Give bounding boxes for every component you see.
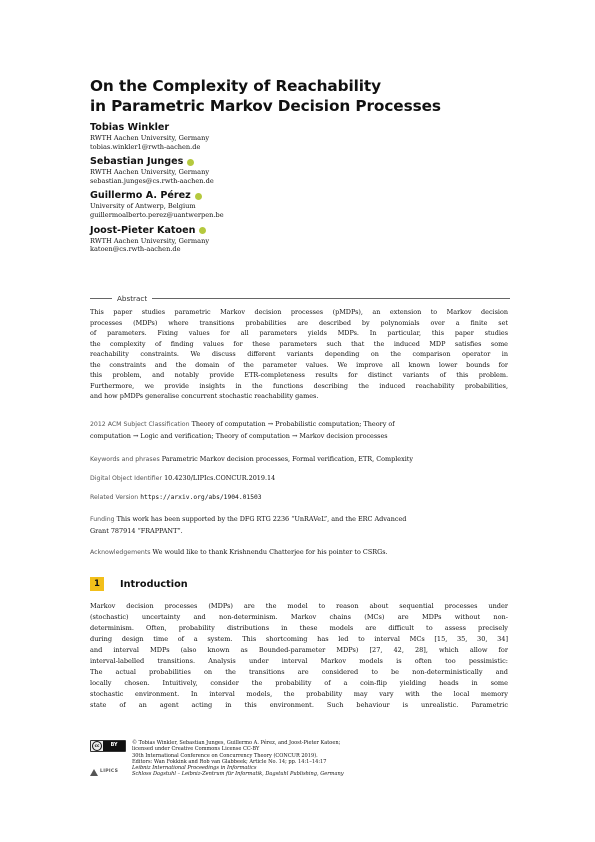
funding-line: This work has been supported by the DFG RTG 2236 “UnRAVeL”, and the ERC Advanced bbox=[116, 515, 407, 523]
acm-label: 2012 ACM Subject Classification bbox=[90, 421, 190, 428]
abstract-line: the complexity of finding values for these parameters such that the induced MDP satisfies some bbox=[90, 339, 508, 348]
intro-line: during design time of a system. This shortcoming has led to interval MCs [15, 35, 30, 34] bbox=[90, 634, 508, 643]
doi-label: Digital Object Identifier bbox=[90, 475, 163, 482]
author-email[interactable]: sebastian.junges@cs.rwth-aachen.de bbox=[90, 176, 214, 185]
paper-title bbox=[90, 76, 510, 116]
abstract-line: This paper studies parametric Markov decision processes (pMDPs), an extension to Markov decision bbox=[90, 308, 508, 316]
funding-line: Grant 787914 “FRAPPANT”. bbox=[90, 526, 183, 535]
ack-label: Acknowledgements bbox=[90, 549, 151, 556]
ack-value: We would like to thank Krishnendu Chatterjee for his pointer to CSRGs. bbox=[152, 548, 388, 556]
abstract-line: Furthermore, we provide insights in the functions describing the induced reachability probabilities, bbox=[90, 381, 508, 390]
related-link[interactable]: https://arxiv.org/abs/1904.01503 bbox=[140, 494, 262, 501]
section-title: Introduction bbox=[120, 578, 188, 590]
orcid-icon[interactable] bbox=[195, 193, 202, 200]
author-block bbox=[90, 225, 510, 254]
author-affiliation: RWTH Aachen University, Germany bbox=[90, 168, 210, 177]
lipics-logo-icon bbox=[90, 769, 98, 776]
intro-line: locally chosen. Intuitively, consider the probability of a coin-flip yielding heads in some bbox=[90, 678, 508, 687]
acm-line: Theory of computation → Probabilistic computation; Theory of bbox=[191, 420, 395, 428]
author-name: Tobias Winkler bbox=[90, 122, 170, 133]
acm-line: computation → Logic and verification; Theory of computation → Markov decision processes bbox=[90, 431, 388, 440]
abstract-heading bbox=[90, 294, 510, 303]
intro-line: stochastic environment. In interval models, the probability may vary with the local memory bbox=[90, 689, 508, 698]
author-affiliation: University of Antwerp, Belgium bbox=[90, 202, 196, 211]
cc-by-badge[interactable] bbox=[90, 740, 126, 752]
cc-by-label: BY bbox=[103, 741, 125, 751]
author-name: Sebastian Junges bbox=[90, 156, 184, 168]
title-line: in Parametric Markov Decision Processes bbox=[90, 97, 441, 115]
abstract-line: the constraints and the domain of the parameter values. We improve all known lower bounds for bbox=[90, 360, 508, 369]
related-version bbox=[90, 492, 510, 504]
author-block bbox=[90, 122, 510, 151]
abstract-line: this problem, and notably provide ETR-completeness results for distinct variants of this problem. bbox=[90, 371, 508, 380]
divider bbox=[90, 298, 112, 299]
author-email[interactable]: tobias.winkler1@rwth-aachen.de bbox=[90, 142, 201, 151]
intro-line: state of an agent acting in this environment. Such behaviour is unrealistic. Parametric bbox=[90, 700, 508, 709]
footer-line: 30th International Conference on Concurrency Theory (CONCUR 2019). bbox=[132, 752, 318, 759]
intro-line: (stochastic) uncertainty and non-determinism. Markov chains (MCs) are MDPs without non- bbox=[90, 612, 508, 621]
abstract-body bbox=[90, 307, 508, 402]
orcid-icon[interactable] bbox=[199, 227, 206, 234]
footer-text bbox=[132, 740, 512, 778]
keywords bbox=[90, 454, 510, 466]
acm-classification bbox=[90, 419, 510, 441]
divider bbox=[152, 298, 510, 299]
author-email[interactable]: guillermoalberto.perez@uantwerpen.be bbox=[90, 210, 224, 219]
orcid-icon[interactable] bbox=[187, 159, 194, 166]
keywords-value: Parametric Markov decision processes, Formal verification, ETR, Complexity bbox=[161, 455, 414, 463]
author-list bbox=[90, 122, 510, 259]
footer-line: © Tobias Winkler, Sebastian Junges, Guillermo A. Pérez, and Joost-Pieter Katoen; bbox=[132, 740, 341, 746]
intro-line: determinism. Often, probability distributions in these models are difficult to assess precisely bbox=[90, 623, 508, 632]
footer-line: Editors: Wan Fokkink and Rob van Glabbeek; Article No. 14; pp. 14:1–14:17 bbox=[132, 758, 327, 765]
funding bbox=[90, 514, 510, 536]
intro-line: Markov decision processes (MDPs) are the model to reason about sequential processes under bbox=[90, 602, 508, 610]
creative-commons-icon: cc bbox=[92, 741, 102, 751]
lipics-logo bbox=[90, 769, 124, 776]
author-block bbox=[90, 190, 510, 219]
lipics-label: LIPICS bbox=[100, 769, 119, 775]
footer-line: Schloss Dagstuhl – Leibniz-Zentrum für Informatik, Dagstuhl Publishing, Germany bbox=[132, 771, 344, 778]
intro-line: interval-labelled transitions. Analysis under interval Markov models is often too pessimistic: bbox=[90, 656, 508, 665]
acknowledgements bbox=[90, 547, 510, 559]
abstract-line: reachability constraints. We discuss different variants depending on the comparison operator in bbox=[90, 350, 508, 359]
doi bbox=[90, 473, 510, 485]
author-affiliation: RWTH Aachen University, Germany bbox=[90, 134, 210, 142]
footer-line[interactable]: licensed under Creative Commons License CC-BY bbox=[132, 746, 260, 753]
related-label: Related Version bbox=[90, 494, 139, 501]
abstract-label: Abstract bbox=[117, 294, 148, 303]
intro-line: and interval MDPs (also known as Bounded-parameter MDPs) [27, 42, 28], which allow for bbox=[90, 645, 508, 654]
doi-value[interactable]: 10.4230/LIPIcs.CONCUR.2019.14 bbox=[164, 474, 276, 482]
abstract-line: processes (MDPs) where transitions probabilities are described by polynomials over a finite set bbox=[90, 318, 508, 327]
author-affiliation: RWTH Aachen University, Germany bbox=[90, 236, 210, 245]
abstract-line: of parameters. Fixing values for all parameters yields MDPs. In particular, this paper studies bbox=[90, 329, 508, 338]
section-heading bbox=[90, 577, 188, 591]
section-number: 1 bbox=[90, 577, 104, 591]
footer-line: Leibniz International Proceedings in Informatics bbox=[132, 765, 257, 771]
funding-label: Funding bbox=[90, 516, 115, 523]
author-name: Guillermo A. Pérez bbox=[90, 190, 191, 202]
author-name: Joost-Pieter Katoen bbox=[90, 224, 196, 236]
title-line: On the Complexity of Reachability bbox=[90, 77, 381, 95]
author-email[interactable]: katoen@cs.rwth-aachen.de bbox=[90, 245, 181, 254]
author-block bbox=[90, 156, 510, 185]
keywords-label: Keywords and phrases bbox=[90, 456, 160, 463]
intro-line: The actual probabilities on the transitions are considered to be non-deterministically and bbox=[90, 667, 508, 676]
abstract-line: and how pMDPs generalise concurrent stochastic reachability games. bbox=[90, 392, 319, 401]
introduction-body bbox=[90, 601, 508, 711]
